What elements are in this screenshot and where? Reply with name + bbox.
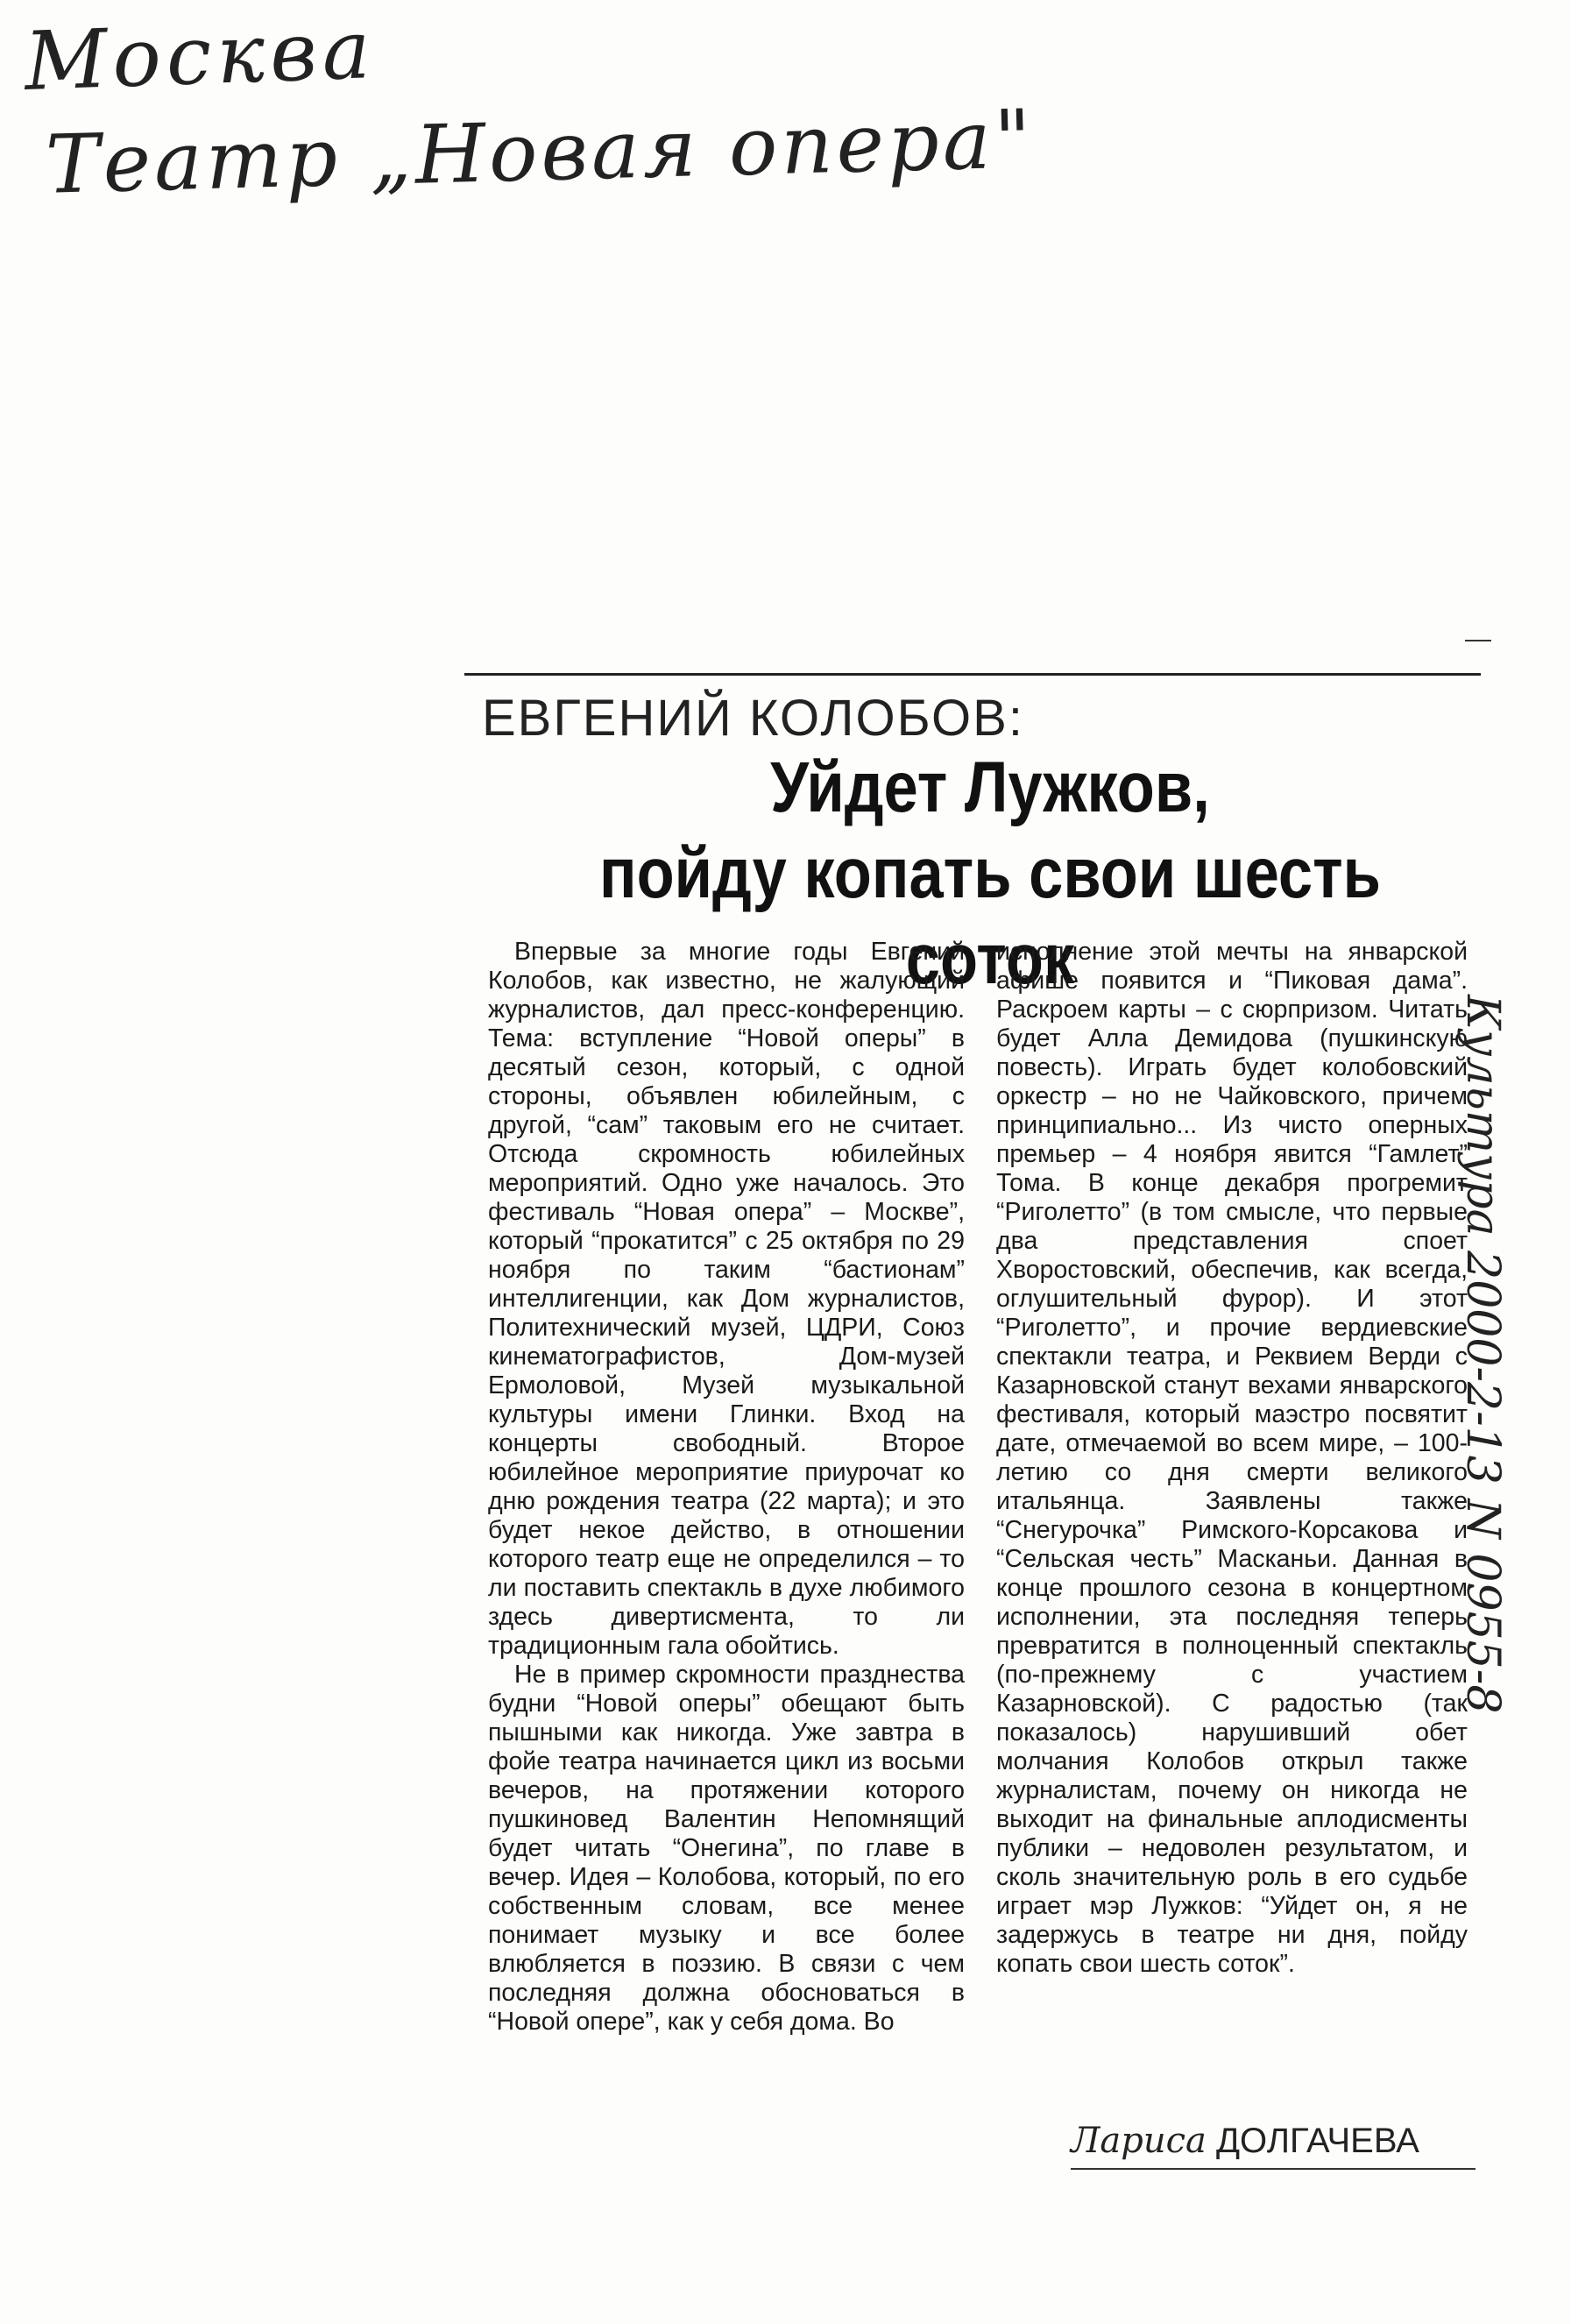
handwritten-margin-note: Культура 2000-2-13 N 0955-8 <box>1456 995 1509 1714</box>
headline-line-2: пойду копать свои шесть соток <box>598 833 1382 999</box>
signature-underline <box>1071 2168 1475 2170</box>
author-signature <box>1071 2121 1419 2161</box>
article-column-2 <box>996 938 1468 1979</box>
author-last-name: ДОЛГАЧЕВА <box>1215 2122 1419 2160</box>
rule-tick <box>1465 640 1491 641</box>
article-kicker: ЕВГЕНИЙ КОЛОБОВ: <box>482 690 1024 747</box>
article-column-1 <box>488 938 965 2037</box>
paragraph: исполнение этой мечты на январской афише появится и “Пиковая дама”. Раскроем карты – с сюрпризом. Читать будет Алла Демидова (пушкинскую повесть). Играть будет колобовский оркестр – но не Чайковского, причем принципиально... Из чисто оперных премьер – 4 ноября явится “Гамлет” Тома. В конце декабря прогремит “Риголетто” (в том смысле, что первые два представления споет Хворостовский, обеспечив, как всегда, оглушительный фурор). И этот “Риголетто”, и прочие вердиевские спектакли театра, и Реквием Верди с Казарновской станут вехами январского фестиваля, который маэстро посвятит дате, отмечаемой во всем мире, – 100-летию со дня смерти великого итальянца. Заявлены также “Снегурочка” Римского-Корсакова и “Сельская честь” Масканьи. Данная в конце прошлого сезона в концертном исполнении, эта последняя теперь превратится в полноценный спектакль (по-прежнему с участием Казарновской). С радостью (так показалось) нарушивший обет молчания Колобов открыл также журналистам, почему он никогда не выходит на финальные аплодисменты публики – недоволен результатом, и сколь значительную роль в его судьбе играет мэр Лужков: “Уйдет он, я не задержусь в театре ни дня, пойду копать свои шесть соток”. <box>996 938 1468 1978</box>
author-first-name: Лариса <box>1071 2121 1207 2161</box>
paragraph: Не в пример скромности празднества будни “Новой оперы” обещают быть пышными как никогда. Уже завтра в фойе театра начинается цикл из восьми вечеров, на протяжении которого пушкиновед Валентин Непомнящий будет читать “Онегина”, по главе в вечер. Идея – Колобова, который, по его собственным словам, все менее понимает музыку и все более влюбляется в поэзию. В связи с чем последняя должна обосноваться в “Новой опере”, как у себя дома. Во <box>488 1661 965 2036</box>
handwritten-city: Москва <box>23 3 378 109</box>
paragraph: Впервые за многие годы Евгений Колобов, как известно, не жалующий журналистов, дал пресс-конференцию. Тема: вступление “Новой оперы” в десятый сезон, который, с одной стороны, объявлен юбилейным, с другой, “сам” таковым его не считает. Отсюда скромность юбилейных мероприятий. Одно уже началось. Это фестиваль “Новая опера” – Москве”, который “прокатится” с 25 октября по 29 ноября по таким “бастионам” интеллигенции, как Дом журналистов, Политехнический музей, ЦДРИ, Союз кинематографистов, Дом-музей Ермоловой, Музей музыкальной культуры имени Глинки. Вход на концерты свободный. Второе юбилейное мероприятие приурочат ко дню рождения театра (22 марта); и это будет некое действо, в отношении которого театр еще не определился – то ли поставить спектакль в духе любимого здесь дивертисмента, то ли традиционным гала обойтись. <box>488 938 965 1660</box>
headline-line-1: Уйдет Лужков, <box>770 748 1210 827</box>
handwritten-theatre: Театр „Новая опера" <box>44 92 1037 212</box>
top-rule <box>464 673 1481 676</box>
